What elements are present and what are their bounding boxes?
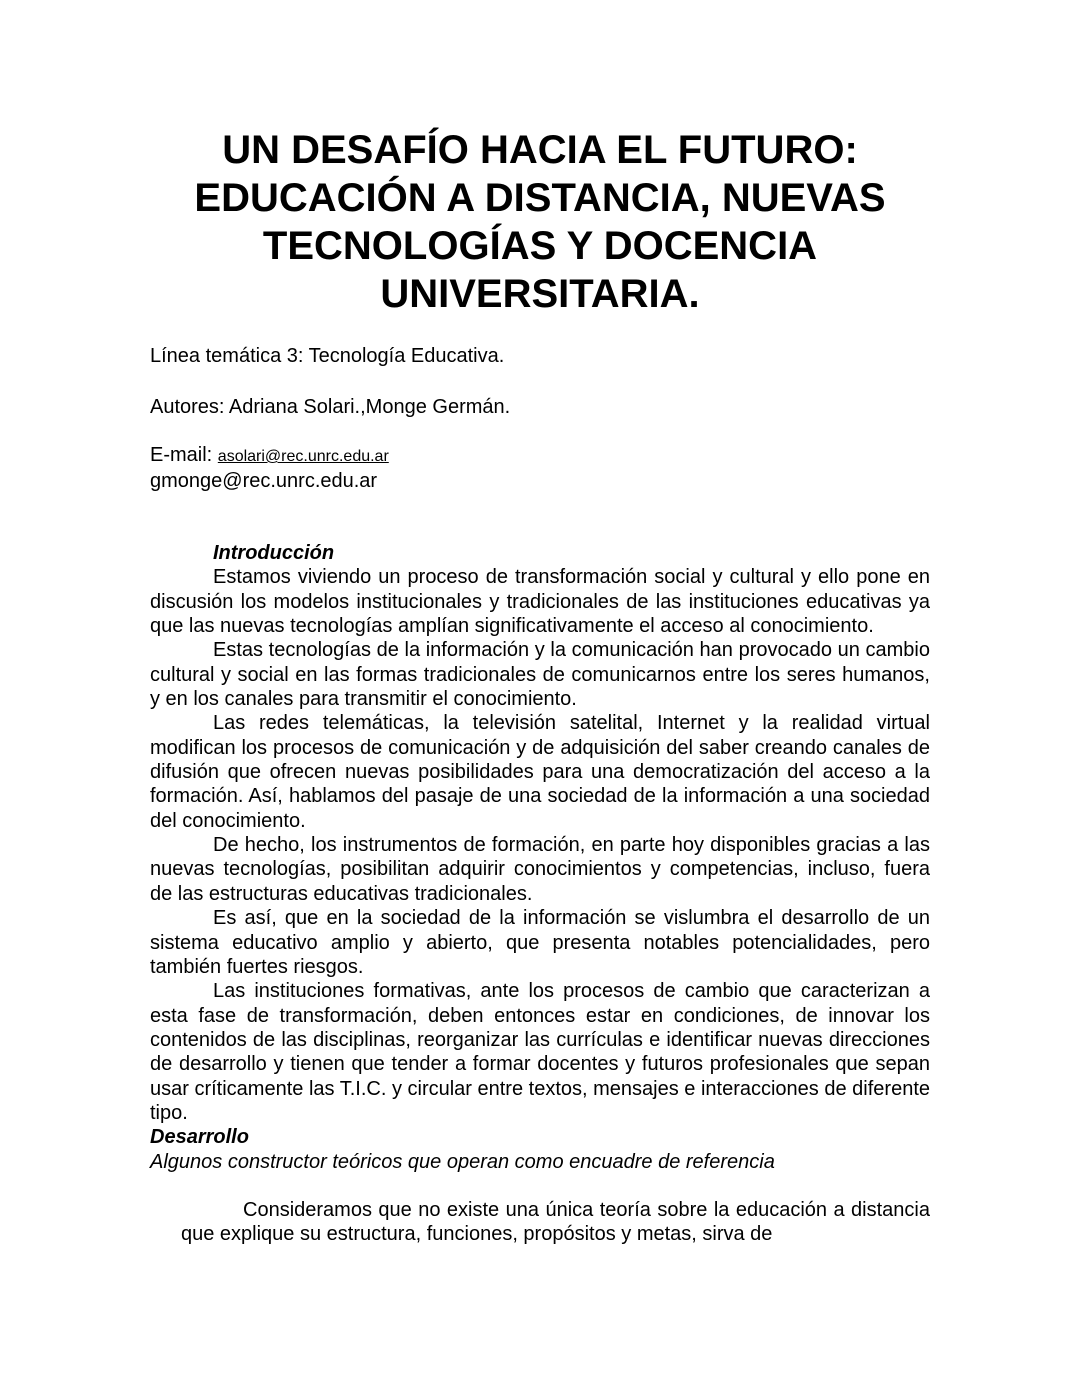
intro-paragraph-1: Estamos viviendo un proceso de transformación social y cultural y ello pone en discusión los modelos institucionales y tradicionales de las instituciones educativas ya que las nuevas tecnologías amplían significativamente el acceso al conocimiento. (150, 566, 930, 638)
intro-paragraph-2: Estas tecnologías de la información y la comunicación han provocado un cambio cultural y social en las formas tradicionales de comunicarnos entre los seres humanos, y en los canales para transmitir el conocimiento. (150, 639, 930, 711)
intro-heading: Introducción (213, 542, 335, 564)
intro-paragraph-3: Las redes telemáticas, la televisión satelital, Internet y la realidad virtual modifican los procesos de comunicación y de adquisición del saber creando canales de difusión que ofrecen nuevas posibilidades para una democratización del acceso a la formación. Así, hablamos del pasaje de una sociedad de la información a una sociedad del conocimiento. (150, 712, 930, 832)
email-link-1[interactable]: asolari@rec.unrc.edu.ar (217, 448, 389, 465)
thematic-line: Línea temática 3: Tecnología Educativa. (150, 345, 505, 367)
title-line-2: EDUCACIÓN A DISTANCIA, NUEVAS (194, 176, 886, 220)
authors-line: Autores: Adriana Solari.,Monge Germán. (150, 396, 511, 418)
email-address-2: gmonge@rec.unrc.edu.ar (150, 470, 378, 492)
intro-paragraph-5: Es así, que en la sociedad de la información se vislumbra el desarrollo de un sistema educativo amplio y abierto, que presenta notables potencialidades, pero también fuertes riesgos. (150, 907, 930, 978)
document-title (150, 126, 930, 318)
email-block (150, 443, 389, 493)
title-line-4: UNIVERSITARIA. (380, 272, 700, 316)
title-line-1: UN DESAFÍO HACIA EL FUTURO: (222, 128, 858, 172)
intro-paragraph-6: Las instituciones formativas, ante los procesos de cambio que caracterizan a esta fase de transformación, deben entonces estar en condiciones, de innovar los contenidos de las disciplinas, reorganizar las currículas e identificar nuevas direcciones de desarrollo y tienen que tender a formar docentes y futuros profesionales que sepan usar críticamente las T.I.C. y circular entre textos, mensajes e interacciones de diferente tipo. (150, 980, 930, 1124)
development-heading: Desarrollo (150, 1126, 249, 1149)
document-body (150, 541, 930, 1247)
email-label: E-mail: (150, 444, 218, 466)
development-paragraph-1: Consideramos que no existe una única teoría sobre la educación a distancia que explique su estructura, funciones, propósitos y metas, sirva de (181, 1198, 930, 1246)
title-line-3: TECNOLOGÍAS Y DOCENCIA (262, 224, 818, 268)
intro-paragraph-4: De hecho, los instrumentos de formación, en parte hoy disponibles gracias a las nuevas tecnologías, posibilitan adquirir conocimientos y competencias, incluso, fuera de las estructuras educativas tradicionales. (150, 834, 930, 905)
development-subtitle: Algunos constructor teóricos que operan como encuadre de referencia (150, 1150, 775, 1173)
